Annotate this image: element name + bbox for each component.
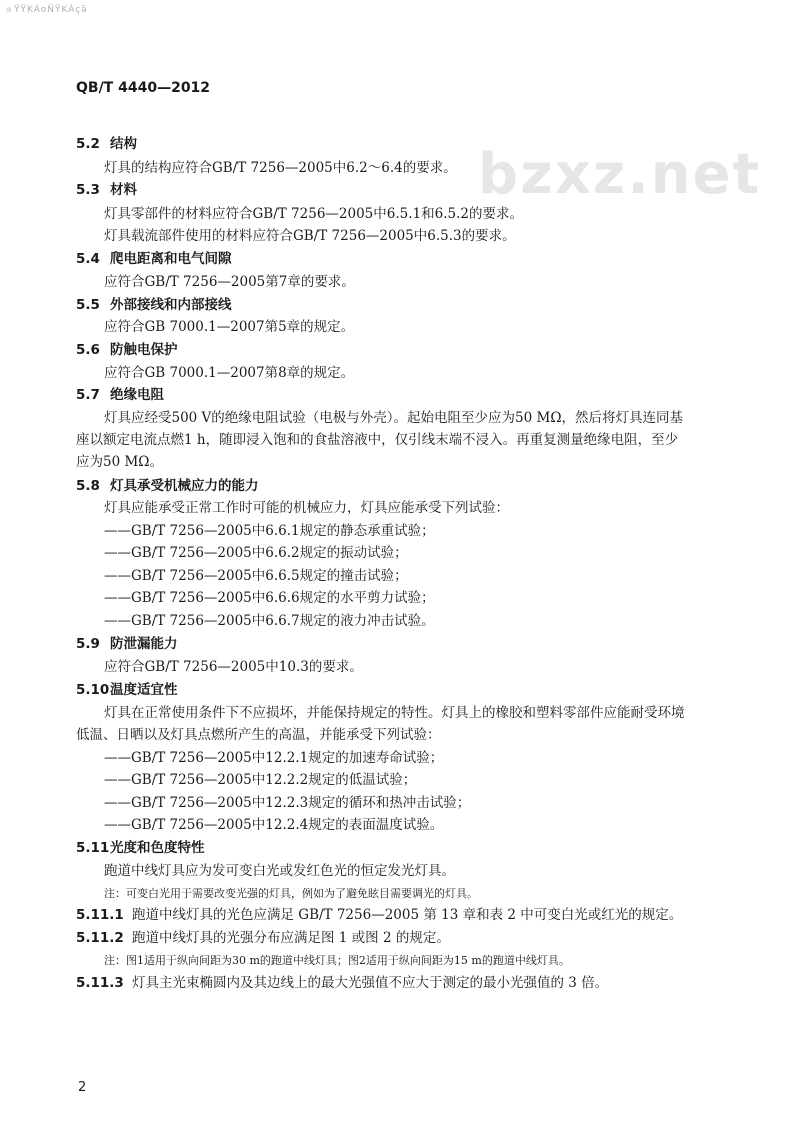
- section-number: 5.10: [76, 682, 110, 698]
- section-heading-5-7: [76, 385, 164, 405]
- section-number: 5.11.1: [76, 907, 124, 923]
- section-number: 5.11.3: [76, 975, 124, 991]
- section-number: 5.4: [76, 251, 100, 267]
- paragraph: 应符合GB/T 7256—2005第7章的要求。: [104, 274, 355, 290]
- paragraph: 座以额定电流点燃1 h，随即浸入饱和的食盐溶液中，仅引线末端不浸入。再重复测量绝缘电阻，至少: [76, 432, 679, 448]
- section-heading-5-5: [76, 295, 232, 315]
- scan-header-mark: ョΫΫKÁoÑΫKÀçã: [4, 5, 88, 15]
- watermark: bzxz.net: [478, 142, 762, 207]
- section-number: 5.3: [76, 182, 100, 198]
- paragraph: 灯具载流部件使用的材料应符合GB/T 7256—2005中6.5.3的要求。: [104, 228, 516, 244]
- paragraph: 灯具在正常使用条件下不应损坏，并能保持规定的特性。灯具上的橡胶和塑料零部件应能耐受环境: [104, 705, 685, 721]
- paragraph: 灯具应能承受正常工作时可能的机械应力，灯具应能承受下列试验：: [104, 500, 509, 516]
- section-number: 5.11.2: [76, 930, 124, 946]
- section-title: 光度和色度特性: [110, 840, 205, 856]
- paragraph: 灯具主光束椭圆内及其边线上的最大光强值不应大于测定的最小光强值的 3 倍。: [132, 975, 609, 991]
- section-heading-5-10: [76, 680, 178, 700]
- subsection-5-11-1: [76, 905, 682, 925]
- section-number: 5.8: [76, 478, 100, 494]
- section-heading-5-6: [76, 340, 178, 360]
- paragraph: 灯具应经受500 V的绝缘电阻试验（电极与外壳）。起始电阻至少应为50 MΩ，然后将灯具连同基: [104, 410, 684, 426]
- list-item: ——GB/T 7256—2005中6.6.5规定的撞击试验；: [104, 568, 408, 584]
- paragraph: 应符合GB/T 7256—2005中10.3的要求。: [104, 659, 363, 675]
- paragraph: 跑道中线灯具的光色应满足 GB/T 7256—2005 第 13 章和表 2 中可变白光或红光的规定。: [132, 907, 683, 923]
- list-item: ——GB/T 7256—2005中12.2.2规定的低温试验；: [104, 772, 417, 788]
- list-item: ——GB/T 7256—2005中6.6.7规定的液力冲击试验。: [104, 613, 435, 629]
- paragraph: 灯具零部件的材料应符合GB/T 7256—2005中6.5.1和6.5.2的要求。: [104, 206, 523, 222]
- paragraph: 灯具的结构应符合GB/T 7256—2005中6.2～6.4的要求。: [104, 160, 457, 176]
- note: 注：图1适用于纵向间距为30 m的跑道中线灯具；图2适用于纵向间距为15 m的跑道中线灯具。: [104, 954, 570, 967]
- section-heading-5-4: [76, 249, 232, 269]
- section-heading-5-11: [76, 838, 205, 858]
- section-number: 5.11: [76, 840, 110, 856]
- section-number: 5.2: [76, 136, 100, 152]
- list-item: ——GB/T 7256—2005中12.2.1规定的加速寿命试验；: [104, 750, 444, 766]
- note: 注：可变白光用于需要改变光强的灯具，例如为了避免眩目需要调光的灯具。: [104, 887, 478, 900]
- subsection-5-11-3: [76, 973, 608, 993]
- section-title: 材料: [110, 182, 137, 198]
- list-item: ——GB/T 7256—2005中6.6.6规定的水平剪力试验；: [104, 590, 435, 606]
- paragraph: 跑道中线灯具的光强分布应满足图 1 或图 2 的规定。: [132, 930, 450, 946]
- section-title: 结构: [110, 136, 137, 152]
- paragraph: 跑道中线灯具应为发可变白光或发红色光的恒定发光灯具。: [104, 863, 455, 879]
- list-item: ——GB/T 7256—2005中6.6.1规定的静态承重试验；: [104, 523, 435, 539]
- section-title: 外部接线和内部接线: [110, 297, 232, 313]
- section-title: 防泄漏能力: [110, 636, 178, 652]
- section-heading-5-9: [76, 634, 178, 654]
- section-number: 5.7: [76, 387, 100, 403]
- list-item: ——GB/T 7256—2005中12.2.3规定的循环和热冲击试验；: [104, 795, 471, 811]
- paragraph: 应为50 MΩ。: [76, 454, 163, 470]
- section-title: 防触电保护: [110, 342, 178, 358]
- section-heading-5-2: [76, 134, 137, 154]
- standard-number: QB/T 4440—2012: [76, 80, 211, 96]
- paragraph: 应符合GB 7000.1—2007第8章的规定。: [104, 365, 355, 381]
- section-number: 5.6: [76, 342, 100, 358]
- section-title: 灯具承受机械应力的能力: [110, 478, 259, 494]
- section-title: 绝缘电阻: [110, 387, 164, 403]
- section-number: 5.9: [76, 636, 100, 652]
- list-item: ——GB/T 7256—2005中12.2.4规定的表面温度试验。: [104, 817, 444, 833]
- paragraph: 应符合GB 7000.1—2007第5章的规定。: [104, 319, 355, 335]
- section-title: 爬电距离和电气间隙: [110, 251, 232, 267]
- list-item: ——GB/T 7256—2005中6.6.2规定的振动试验；: [104, 545, 408, 561]
- subsection-5-11-2: [76, 928, 450, 948]
- section-number: 5.5: [76, 297, 100, 313]
- paragraph: 低温、日晒以及灯具点燃所产生的高温，并能承受下列试验：: [76, 727, 441, 743]
- page-number: 2: [78, 1080, 87, 1095]
- section-title: 温度适宜性: [110, 682, 178, 698]
- section-heading-5-3: [76, 180, 137, 200]
- section-heading-5-8: [76, 476, 259, 496]
